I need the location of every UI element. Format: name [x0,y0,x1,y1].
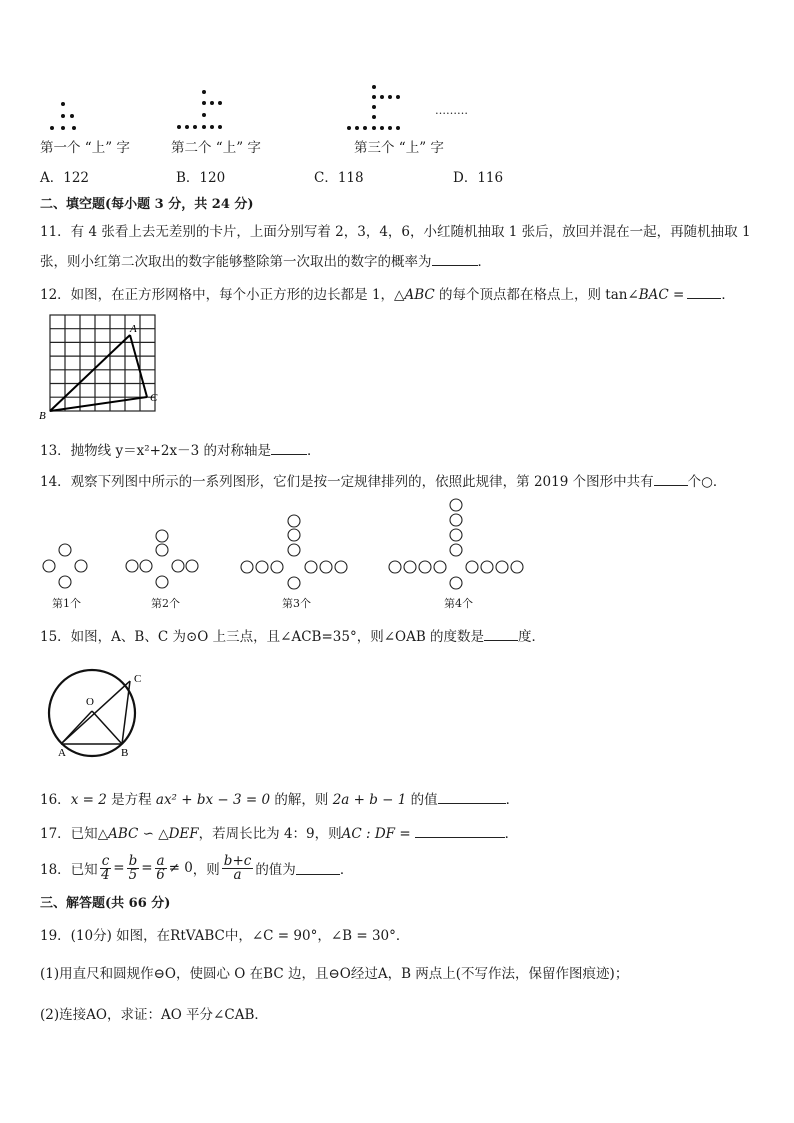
q16-period: ． [505,792,520,808]
q16-text-end: 的值 [406,792,438,808]
q16-eq-1: x = 2 [70,792,107,808]
q18-fraction-b-5 [127,852,140,883]
q18-f3-num: a [156,852,165,869]
q18-f1-den: 4 [101,866,110,883]
q18-eq-1: = [113,860,125,876]
q17-ratio: AC : DF = [341,826,411,842]
q10-option-b: B．120 [176,170,226,186]
q12-text-abc: ABC [404,287,435,303]
q13-text-a: 13．抛物线 y＝x²+2x－3 的对称轴是 [40,443,272,459]
q13-period: ． [307,443,321,459]
q12-label-b: B [39,410,46,422]
q12-text-b: 的每个顶点都在格点上，则 tan∠ [434,287,639,303]
q12-answer-blank[interactable] [687,286,721,299]
q15-text-a: 15．如图，A、B、C 为⊙O 上三点，且∠ACB=35°，则∠OAB 的度数是 [40,629,485,645]
q10-option-c: C．118 [314,170,364,186]
q15-label-o: O [86,696,94,708]
q11-line-1: 11．有 4 张看上去无差别的卡片，上面分别写着 2，3，4，6，小红随机抽取 1 张后，放回并混在一起，再随机抽取 1 [40,224,751,240]
q10-caption-3: 第三个 “上” 字 [354,140,444,156]
q12-period: ． [721,287,735,303]
q14-figure-1 [40,542,90,590]
q14-caption-4: 第4个 [444,597,473,610]
q12-text-c: = [668,287,685,303]
section-2-title: 二、填空题(每小题 3 分，共 24 分) [40,197,254,212]
q14-figure-2 [123,528,203,590]
q12-grid-figure [40,312,170,422]
q17-text-b: ，若周长比为 4：9，则 [198,826,342,842]
q14-text-a: 14．观察下列图中所示的一系列图形，它们是按一定规律排列的，依照此规律，第 2019 个图形中共有 [40,474,654,490]
q18-neq: ≠ 0 [168,860,193,876]
q18-text-b: ，则 [192,862,220,878]
q12-text-bac: BAC [638,287,669,303]
q14-answer-blank[interactable] [654,473,688,486]
q18-f2-den: 5 [128,866,138,883]
q18-eq-2: = [141,860,153,876]
q14-caption-3: 第3个 [282,597,311,610]
q14-caption-2: 第2个 [151,597,180,610]
q18-f4-num: b+c [223,852,252,869]
q19-line-2: (1)用直尺和圆规作⊖O，使圆心 O 在BC 边，且⊖O经过A，B 两点上(不写作法，保留作图痕迹)； [40,966,629,982]
q16-text-mid2: 的解，则 [270,792,333,808]
q11-period: ． [477,254,491,270]
q17-period: ． [504,826,519,842]
q15-text-b: 度． [518,629,546,645]
q17-text-a: 17．已知 [40,826,98,842]
q18-fraction-c-4 [100,852,112,883]
q10-figure-3 [343,82,413,134]
q18-text-c: 的值为 [255,862,296,878]
q15-label-b: B [121,747,129,759]
q13-text [40,439,321,459]
q17-similar-triangles: △ABC ∽ △DEF [97,826,199,842]
q18-period: ． [339,862,354,878]
q15-label-a: A [58,747,66,759]
q18-text-a: 18．已知 [40,862,98,878]
q10-option-a: A．122 [40,170,90,186]
q18-f1-num: c [101,852,110,869]
q15-text [40,625,545,645]
q14-figure-4 [386,496,528,590]
q11-answer-blank[interactable] [432,253,478,266]
q14-text [40,470,726,490]
q10-figure-2 [172,88,232,134]
q18-f2-num: b [128,852,138,869]
q16-number: 16． [40,792,71,808]
q12-label-a: A [130,323,137,335]
q17-text [40,822,518,842]
q19-line-3: (2)连接AO，求证：AO 平分∠CAB． [40,1007,268,1023]
q15-circle-figure [40,668,160,762]
q18-fraction-a-6 [155,852,167,883]
q13-answer-blank[interactable] [271,442,307,455]
q12-label-c: C [150,392,158,404]
q17-answer-blank[interactable] [415,825,505,838]
q16-eq-2: ax² + bx − 3 = 0 [155,792,271,808]
q14-text-b: 个○． [687,474,727,490]
q12-text [40,283,735,303]
q16-text-mid: 是方程 [106,792,156,808]
q16-eq-3: 2a + b − 1 [332,792,407,808]
q16-text [40,788,519,808]
q15-answer-blank[interactable] [484,628,518,641]
q18-f3-den: 6 [156,866,165,883]
q14-caption-1: 第1个 [52,597,81,610]
q15-label-c: C [134,673,142,685]
q12-text-a: 12．如图，在正方形网格中，每个小正方形的边长都是 1，△ [40,287,405,303]
q10-ellipsis: ……… [435,104,468,117]
q10-caption-2: 第二个 “上” 字 [171,140,261,156]
q18-f4-den: a [233,866,242,883]
q11-line-2-text: 张，则小红第二次取出的数字能够整除第一次取出的数字的概率为 [40,254,432,270]
q14-figure-3 [237,513,351,591]
q19-line-1: 19．(10分) 如图，在RtVABC中，∠C = 90°，∠B = 30°． [40,928,410,944]
q18-text [40,850,353,886]
q16-answer-blank[interactable] [438,791,506,804]
q11-line-2 [40,250,491,270]
q10-caption-1: 第一个 “上” 字 [40,140,130,156]
q10-figure-1 [40,98,90,134]
q18-answer-blank[interactable] [296,862,340,875]
q10-option-d: D．116 [453,170,504,186]
q18-fraction-bc-a [222,852,254,883]
section-3-title: 三、解答题(共 66 分) [40,896,171,911]
